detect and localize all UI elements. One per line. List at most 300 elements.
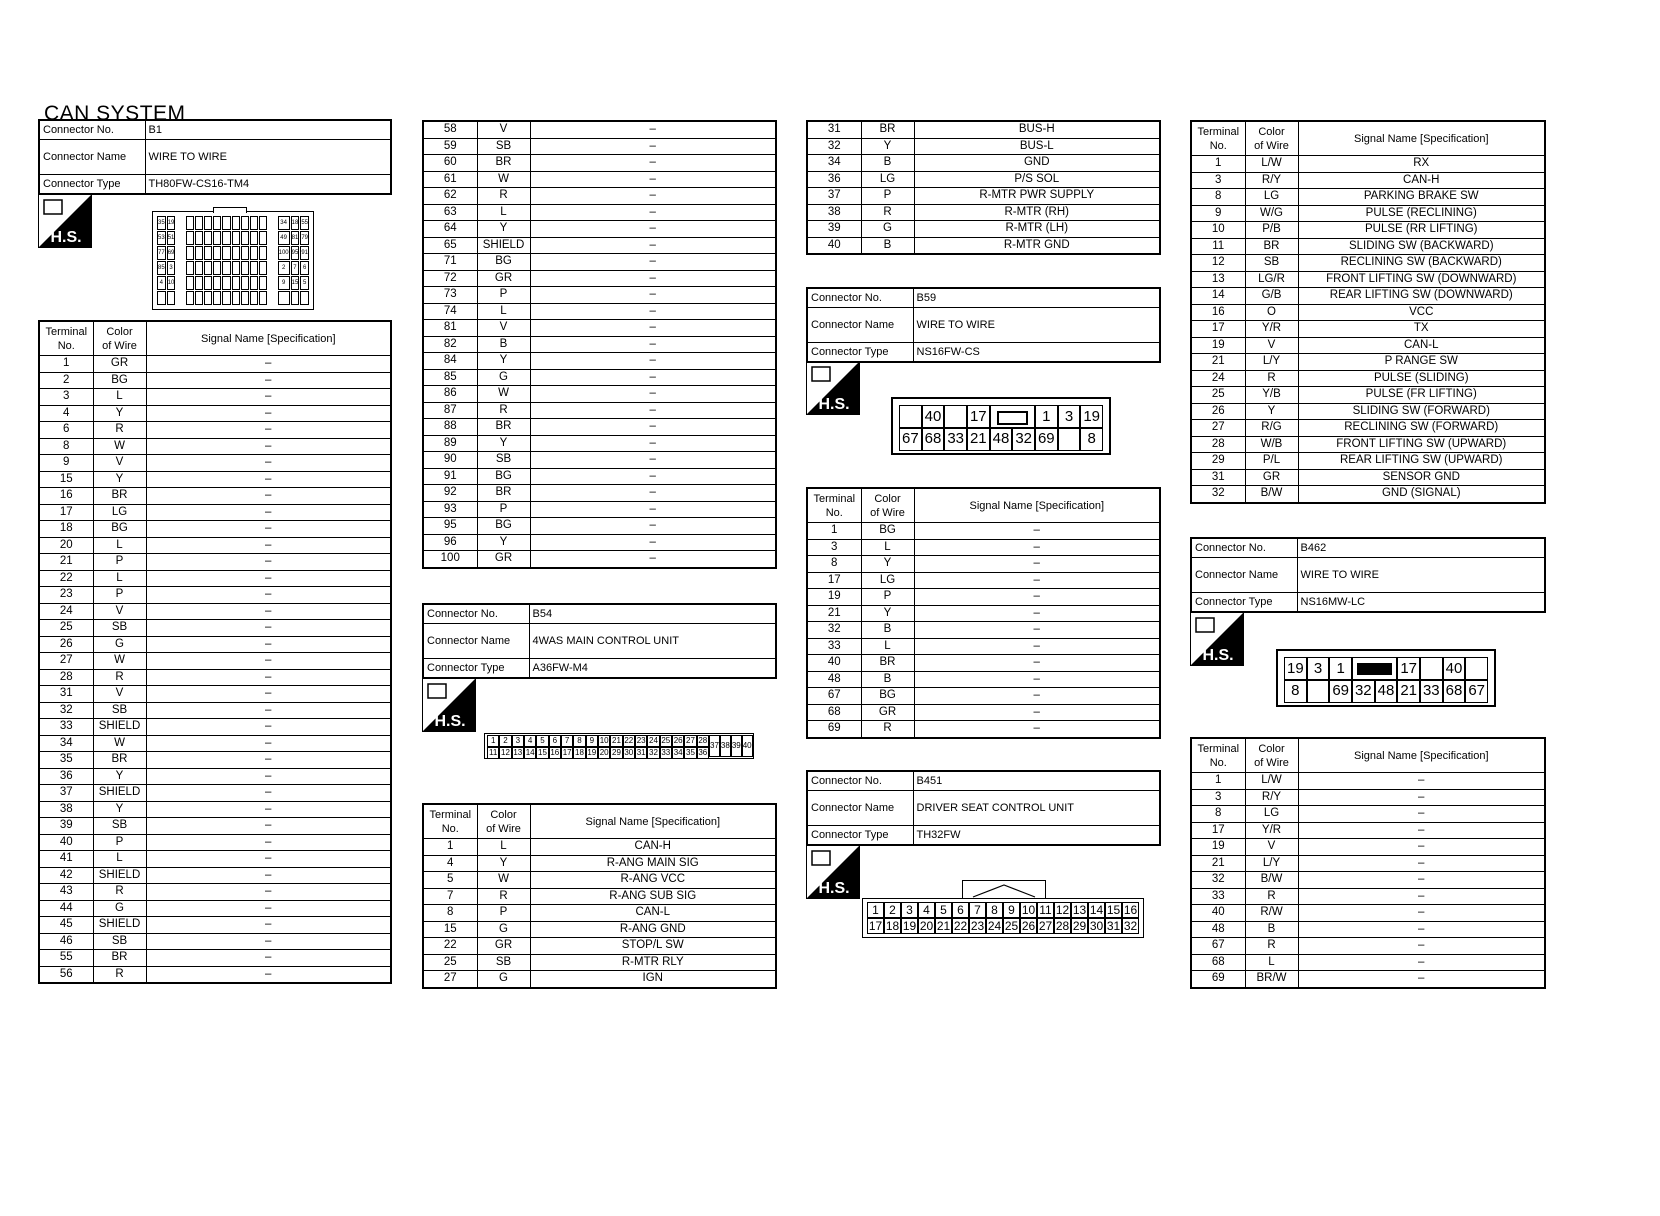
b1-no: B1 [145, 120, 391, 140]
label-connector-type: Connector Type [807, 343, 913, 363]
color-cell: R/Y [1245, 172, 1298, 189]
signal-cell: – [1298, 822, 1545, 839]
terminal-cell: 62 [423, 188, 477, 205]
terminal-cell: 87 [423, 402, 477, 419]
color-cell: R [93, 669, 146, 686]
hdr-signal: Signal Name [Specification] [1298, 121, 1545, 156]
table-row [807, 589, 1160, 606]
signal-cell: STOP/L SW [530, 938, 776, 955]
table-row [423, 905, 776, 922]
table-row [423, 303, 776, 320]
terminal-cell: 17 [807, 572, 861, 589]
color-cell: LG/R [1245, 271, 1298, 288]
signal-cell: – [914, 655, 1160, 672]
table-row [39, 735, 391, 752]
connector-pin [259, 216, 267, 230]
terminal-cell: 63 [423, 204, 477, 221]
connector-pin: 32 [649, 748, 658, 757]
connector-pin [176, 291, 184, 305]
terminal-cell: 38 [39, 801, 93, 818]
table-row [1191, 971, 1545, 988]
terminal-cell: 3 [39, 389, 93, 406]
table-row [39, 587, 391, 604]
signal-cell: – [914, 523, 1160, 540]
terminal-cell: 19 [807, 589, 861, 606]
connector-pin [213, 261, 221, 275]
signal-cell: – [530, 468, 776, 485]
terminal-cell: 28 [39, 669, 93, 686]
svg-text:H.S.: H.S. [818, 396, 850, 413]
connector-pin: 5 [536, 735, 548, 747]
color-cell: BG [861, 523, 914, 540]
connector-pin: 91 [300, 246, 309, 260]
connector-pin: 48 [990, 427, 1013, 451]
signal-cell: – [530, 254, 776, 271]
color-cell: Y [93, 405, 146, 422]
table-row [39, 702, 391, 719]
terminal-cell: 27 [1191, 420, 1245, 437]
color-cell: L/W [1245, 156, 1298, 173]
signal-cell: R-MTR (RH) [914, 204, 1160, 221]
terminal-cell: 37 [807, 188, 861, 205]
table-row [39, 834, 391, 851]
connector-pin: 21 [1397, 679, 1420, 703]
signal-cell: R-MTR GND [914, 237, 1160, 254]
label-connector-name: Connector Name [423, 624, 529, 659]
table-row [423, 888, 776, 905]
signal-cell: – [530, 204, 776, 221]
signal-cell: – [146, 554, 391, 571]
color-cell: Y [477, 855, 530, 872]
terminal-cell: 89 [423, 435, 477, 452]
terminal-cell: 65 [423, 237, 477, 254]
signal-cell: – [146, 504, 391, 521]
table-row [807, 155, 1160, 172]
signal-cell: R-ANG MAIN SIG [530, 855, 776, 872]
signal-cell: – [146, 636, 391, 653]
terminal-cell: 60 [423, 155, 477, 172]
table-row [807, 237, 1160, 254]
table-row [807, 188, 1160, 205]
color-cell: R/G [1245, 420, 1298, 437]
signal-cell: CAN-H [530, 839, 776, 856]
connector-pin [157, 291, 166, 305]
connector-pin: 20 [919, 919, 934, 933]
color-cell: B [1245, 921, 1298, 938]
signal-cell: – [530, 452, 776, 469]
connector-pin [186, 291, 194, 305]
connector-pin: 6 [952, 902, 969, 918]
terminal-cell: 17 [1191, 822, 1245, 839]
signal-cell: R-ANG SUB SIG [530, 888, 776, 905]
signal-cell: – [146, 752, 391, 769]
table-row [807, 655, 1160, 672]
terminal-cell: 36 [807, 171, 861, 188]
label-connector-type: Connector Type [1191, 593, 1297, 613]
connector-pin: 19 [1080, 405, 1103, 429]
signal-cell: PARKING BRAKE SW [1298, 189, 1545, 206]
connector-pin [232, 261, 240, 275]
table-row [423, 435, 776, 452]
connector-pin: 100 [278, 246, 290, 260]
table-row [807, 704, 1160, 721]
connector-pin: 20 [599, 748, 609, 757]
table-row [807, 638, 1160, 655]
connector-pin: 48 [1375, 679, 1398, 703]
connector-pin: 27 [1038, 919, 1053, 933]
table-row [807, 204, 1160, 221]
connector-pin [213, 276, 221, 290]
terminal-cell: 4 [39, 405, 93, 422]
terminal-cell: 18 [39, 521, 93, 538]
connector-pin [278, 291, 290, 305]
signal-cell: – [146, 620, 391, 637]
connector-pin [186, 216, 194, 230]
connector-pin [204, 291, 212, 305]
table-row [39, 669, 391, 686]
terminal-cell: 41 [39, 851, 93, 868]
terminal-cell: 23 [39, 587, 93, 604]
color-cell: W [93, 735, 146, 752]
signal-cell: – [530, 121, 776, 138]
signal-cell: – [146, 917, 391, 934]
connector-pin: 8 [1080, 427, 1103, 451]
terminal-cell: 15 [423, 921, 477, 938]
table-row [39, 653, 391, 670]
color-cell: BR [93, 950, 146, 967]
terminal-cell: 20 [39, 537, 93, 554]
connector-pin [204, 231, 212, 245]
table-row [1191, 872, 1545, 889]
terminal-cell: 67 [1191, 938, 1245, 955]
connector-pin: 77 [157, 246, 166, 260]
connector-pin [176, 216, 184, 230]
b59-no: B59 [913, 288, 1160, 308]
connector-pin: 69 [1329, 679, 1352, 703]
terminal-cell: 31 [39, 686, 93, 703]
connector-pin: 35 [157, 216, 166, 230]
terminal-cell: 42 [39, 867, 93, 884]
connector-pin [268, 276, 276, 290]
svg-text:H.S.: H.S. [434, 713, 466, 730]
connector-pin: 14 [525, 748, 535, 757]
signal-cell: – [146, 867, 391, 884]
connector-pin: 10 [167, 276, 176, 290]
connector-pin: 35 [686, 748, 695, 757]
connector-pin [259, 231, 267, 245]
color-cell: BR [93, 488, 146, 505]
color-cell: V [477, 121, 530, 138]
color-cell: SB [477, 452, 530, 469]
connector-pin: 8 [1284, 679, 1307, 703]
signal-cell: – [530, 270, 776, 287]
terminal-cell: 40 [807, 655, 861, 672]
signal-cell: – [530, 402, 776, 419]
terminal-cell: 25 [1191, 387, 1245, 404]
signal-cell: R-ANG GND [530, 921, 776, 938]
table-row [1191, 888, 1545, 905]
color-cell: Y/R [1245, 822, 1298, 839]
signal-cell: – [914, 671, 1160, 688]
connector-pin: 15 [1106, 903, 1121, 917]
terminal-cell: 26 [39, 636, 93, 653]
terminal-cell: 9 [39, 455, 93, 472]
connector-pin [268, 231, 276, 245]
signal-cell: – [914, 605, 1160, 622]
signal-cell: – [530, 138, 776, 155]
signal-cell: – [146, 653, 391, 670]
color-cell: R [1245, 938, 1298, 955]
signal-cell: – [146, 372, 391, 389]
signal-cell: SENSOR GND [1298, 469, 1545, 486]
connector-pin: 22 [624, 736, 634, 745]
b451-connector-info [806, 770, 1161, 846]
b451-name: DRIVER SEAT CONTROL UNIT [913, 791, 1160, 826]
color-cell: R [477, 188, 530, 205]
label-connector-no: Connector No. [39, 120, 145, 140]
table-row [1191, 921, 1545, 938]
terminal-cell: 93 [423, 501, 477, 518]
signal-cell: – [914, 539, 1160, 556]
connector-pin: 13 [1072, 903, 1087, 917]
label-connector-name: Connector Name [39, 140, 145, 175]
table-row [1191, 255, 1545, 272]
connector-pin [186, 261, 194, 275]
terminal-cell: 45 [39, 917, 93, 934]
terminal-cell: 67 [807, 688, 861, 705]
table-row [1191, 938, 1545, 955]
connector-pin: 3 [167, 261, 176, 275]
terminal-cell: 95 [423, 518, 477, 535]
connector-pin [222, 276, 230, 290]
signal-cell: SLIDING SW (BACKWARD) [1298, 238, 1545, 255]
terminal-cell: 9 [1191, 205, 1245, 222]
label-connector-type: Connector Type [39, 175, 145, 195]
color-cell: G [93, 636, 146, 653]
b54-wire-table [422, 803, 777, 989]
b451-type: TH32FW [913, 826, 1160, 846]
connector-pin: 15 [291, 276, 300, 290]
hdr-terminal: Terminal No. [1191, 121, 1245, 156]
connector-pin: 32 [1352, 679, 1375, 703]
hdr-signal: Signal Name [Specification] [530, 804, 776, 839]
connector-pin: 4 [918, 902, 935, 918]
color-cell: R [477, 402, 530, 419]
terminal-cell: 55 [39, 950, 93, 967]
connector-pin: 4 [157, 276, 166, 290]
connector-pin [195, 261, 203, 275]
terminal-cell: 39 [807, 221, 861, 238]
table-row [807, 556, 1160, 573]
connector-pin [241, 246, 249, 260]
signal-cell: – [530, 353, 776, 370]
table-row [423, 320, 776, 337]
connector-pin [241, 231, 249, 245]
connector-pin: 17 [1397, 657, 1420, 681]
color-cell: SB [93, 933, 146, 950]
table-row [1191, 304, 1545, 321]
signal-cell: – [530, 287, 776, 304]
signal-cell: – [914, 704, 1160, 721]
table-row [807, 539, 1160, 556]
signal-cell: R-MTR RLY [530, 954, 776, 971]
hdr-terminal: Terminal No. [1191, 738, 1245, 773]
color-cell: BR [93, 752, 146, 769]
table-row [39, 422, 391, 439]
color-cell: G [861, 221, 914, 238]
table-row [423, 971, 776, 988]
color-cell: W/G [1245, 205, 1298, 222]
table-row [807, 171, 1160, 188]
connector-pin: 23 [636, 736, 646, 745]
signal-cell: – [146, 669, 391, 686]
connector-pin: 29 [1072, 919, 1087, 933]
signal-cell: – [146, 818, 391, 835]
terminal-cell: 6 [39, 422, 93, 439]
color-cell: BG [93, 521, 146, 538]
connector-pin: 5 [935, 902, 952, 918]
table-row [39, 405, 391, 422]
signal-cell: – [1298, 855, 1545, 872]
color-cell: P [93, 587, 146, 604]
terminal-cell: 14 [1191, 288, 1245, 305]
table-row [1191, 403, 1545, 420]
connector-pin [268, 246, 276, 260]
color-cell: SB [477, 954, 530, 971]
color-cell: R [477, 888, 530, 905]
connector-pin: 36 [698, 748, 708, 757]
color-cell: L/W [1245, 773, 1298, 790]
table-row [39, 768, 391, 785]
signal-cell: – [530, 303, 776, 320]
color-cell: LG [1245, 806, 1298, 823]
signal-cell: RECLINING SW (FORWARD) [1298, 420, 1545, 437]
connector-pin: 3 [1307, 657, 1330, 681]
color-cell: L [93, 851, 146, 868]
table-row [39, 455, 391, 472]
table-row [807, 523, 1160, 540]
terminal-cell: 85 [423, 369, 477, 386]
table-row [1191, 156, 1545, 173]
svg-text:H.S.: H.S. [1202, 647, 1234, 664]
table-row [39, 554, 391, 571]
table-row [423, 188, 776, 205]
connector-pin [300, 291, 309, 305]
connector-pin: 55 [300, 216, 309, 230]
connector-pin: 85 [157, 261, 166, 275]
table-row [1191, 436, 1545, 453]
color-cell: BR [861, 655, 914, 672]
color-cell: BG [477, 468, 530, 485]
hdr-terminal: Terminal No. [39, 321, 93, 356]
table-row [1191, 839, 1545, 856]
color-cell: L [93, 389, 146, 406]
table-row [1191, 855, 1545, 872]
connector-pin: 17 [868, 919, 883, 933]
connector-pin: 67 [1465, 679, 1488, 703]
table-row [423, 287, 776, 304]
terminal-cell: 16 [39, 488, 93, 505]
table-row [423, 121, 776, 138]
signal-cell: SLIDING SW (FORWARD) [1298, 403, 1545, 420]
color-cell: B [861, 237, 914, 254]
connector-pin: 11 [1037, 902, 1054, 918]
terminal-cell: 13 [1191, 271, 1245, 288]
signal-cell: – [146, 537, 391, 554]
table-row [39, 966, 391, 983]
signal-cell: – [530, 369, 776, 386]
connector-pin: 7 [561, 735, 573, 747]
color-cell: B [861, 671, 914, 688]
label-connector-no: Connector No. [1191, 538, 1297, 558]
terminal-cell: 32 [39, 702, 93, 719]
signal-cell: – [530, 534, 776, 551]
table-row [423, 171, 776, 188]
color-cell: GR [477, 270, 530, 287]
b1-cont-wire-table [422, 120, 777, 569]
table-row [423, 237, 776, 254]
color-cell: Y [477, 221, 530, 238]
connector-pin [222, 246, 230, 260]
table-row [39, 603, 391, 620]
b54-type: A36FW-M4 [529, 659, 776, 679]
signal-cell: – [1298, 954, 1545, 971]
page-title: CAN SYSTEM [44, 102, 186, 125]
hs-connector-icon [1190, 612, 1244, 666]
connector-pin: 95 [291, 246, 300, 260]
connector-pin: 18 [291, 216, 300, 230]
connector-pin [259, 276, 267, 290]
signal-cell: – [530, 518, 776, 535]
terminal-cell: 3 [1191, 789, 1245, 806]
connector-pin: 1 [1035, 405, 1058, 429]
connector-pin [259, 246, 267, 260]
color-cell: SHIELD [93, 917, 146, 934]
connector-pin: 9 [586, 735, 598, 747]
terminal-cell: 11 [1191, 238, 1245, 255]
terminal-cell: 46 [39, 933, 93, 950]
connector-pin [232, 291, 240, 305]
color-cell: LG [861, 171, 914, 188]
connector-pin: 11 [487, 747, 499, 759]
signal-cell: FRONT LIFTING SW (DOWNWARD) [1298, 271, 1545, 288]
terminal-cell: 12 [1191, 255, 1245, 272]
table-row [39, 818, 391, 835]
terminal-cell: 27 [39, 653, 93, 670]
color-cell: P [93, 554, 146, 571]
color-cell: SB [93, 620, 146, 637]
connector-pin: 33 [661, 748, 671, 757]
color-cell: GR [477, 551, 530, 568]
connector-pin: 69 [1035, 427, 1058, 451]
table-row [39, 504, 391, 521]
connector-pin: 17 [562, 748, 572, 757]
table-row [39, 620, 391, 637]
color-cell: W [93, 653, 146, 670]
table-row [423, 386, 776, 403]
color-cell: G [93, 900, 146, 917]
table-row [423, 138, 776, 155]
connector-pin [1307, 679, 1330, 703]
color-cell: SHIELD [477, 237, 530, 254]
terminal-cell: 34 [807, 155, 861, 172]
color-cell: BG [477, 518, 530, 535]
table-row [423, 452, 776, 469]
terminal-cell: 34 [39, 735, 93, 752]
signal-cell: – [530, 320, 776, 337]
svg-text:H.S.: H.S. [818, 880, 850, 897]
signal-cell: TX [1298, 321, 1545, 338]
